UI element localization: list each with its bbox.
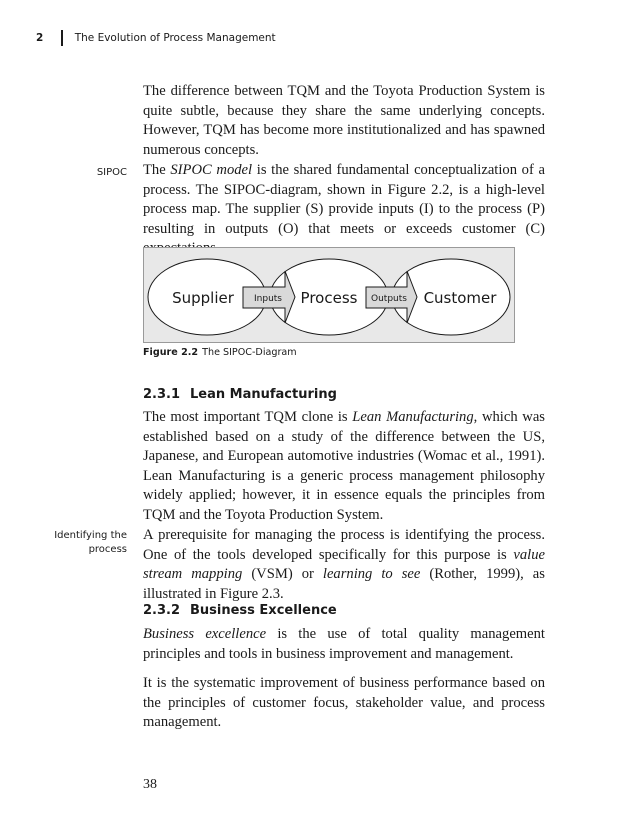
lean-paragraph (143, 408, 545, 526)
outputs-label: Outputs (371, 294, 407, 304)
margin-note-identifying: Identifying the process (54, 530, 127, 555)
learning-to-see-term: learning to see (322, 566, 421, 583)
sipoc-paragraph (143, 161, 545, 259)
identifying-text-a: A prerequisite for managing the process is identifying the process. One of the tools developed specifically for this purpose is (143, 527, 545, 563)
lean-text-b: , which was established based on a study of the difference between the US, Japanese, and European automotive industries (Womac et al., 1991). Lean Manufacturing is a generic process management philosophy widely applied; however, it in essence equals the principles from TQM and the Toyota Production System. (143, 409, 545, 523)
running-header (36, 30, 276, 46)
supplier-label: Supplier (172, 289, 234, 307)
footer-page-number: 38 (143, 777, 157, 792)
business-excellence-term: Business excellence (143, 626, 267, 642)
sipoc-diagram (143, 247, 515, 343)
intro-paragraph (143, 82, 545, 160)
section-title: Lean Manufacturing (190, 387, 337, 402)
header-divider (61, 30, 62, 46)
process-label: Process (300, 289, 358, 307)
margin-note-sipoc: SIPOC (96, 167, 127, 178)
business-excellence-text: is the use of total quality management principles and tools in business improvement and management. (143, 626, 545, 662)
lean-text-a: The most important TQM clone is (143, 409, 353, 425)
header-chapter-title: The Evolution of Process Management (74, 32, 276, 44)
identifying-text-b: (VSM) or (242, 566, 323, 583)
systematic-improvement-text: It is the systematic improvement of business performance based on the principles of customer focus, stakeholder value, and process management. (143, 675, 545, 731)
intro-text: The difference between TQM and the Toyota Production System is quite subtle, because they share the same underlying concepts. However, TQM has become more institutionalized and has spawned numerous concepts. (143, 83, 545, 158)
inputs-label: Inputs (254, 294, 282, 304)
header-page-number: 2 (36, 32, 44, 44)
sipoc-text-b: is the shared fundamental conceptualization of a process. The SIPOC-diagram, shown in Figure 2.2, is a high-level process map. The supplier (S) provide inputs (I) to the process (P) resulting in outputs (O) that meets or exceeds customer (C) (143, 162, 545, 237)
section-number: 2.3.1 (143, 387, 181, 402)
business-excellence-paragraph (143, 625, 545, 664)
customer-label: Customer (423, 289, 497, 307)
sipoc-text-a: The (143, 162, 171, 178)
figure-caption-label: Figure 2.2 (143, 347, 199, 358)
figure-caption-text: The SIPOC-Diagram (202, 347, 297, 358)
identifying-paragraph (143, 526, 545, 604)
sipoc-term: SIPOC model (170, 162, 253, 178)
section-title: Business Excellence (190, 603, 337, 618)
systematic-improvement-paragraph (143, 674, 545, 733)
section-heading-2-3-1 (143, 387, 337, 402)
identifying-text-c: (Rother, 1999), as illustrated in Figure 2.3. (143, 566, 545, 602)
figure-caption (143, 347, 297, 358)
sipoc-diagram-svg (144, 248, 514, 342)
vsm-term: value stream mapping (143, 546, 545, 583)
section-heading-2-3-2 (143, 603, 337, 618)
lean-term: Lean Manufacturing (352, 409, 474, 425)
section-number: 2.3.2 (143, 603, 181, 618)
